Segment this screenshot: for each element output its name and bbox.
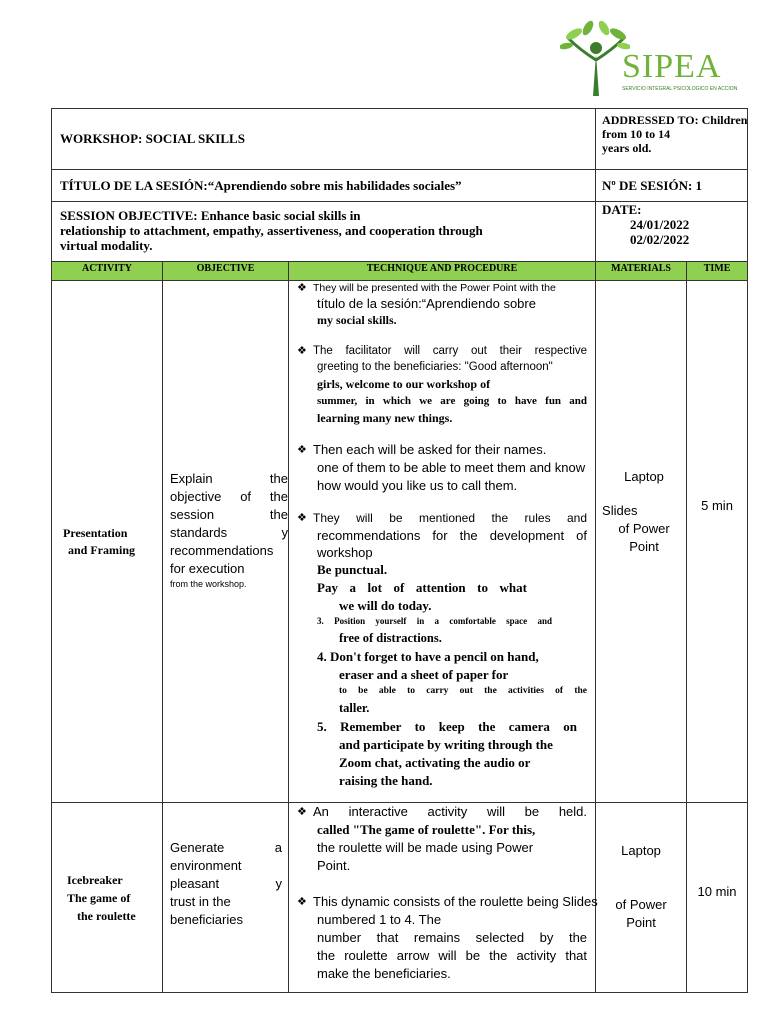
bullet-icon: ❖ — [297, 282, 307, 294]
objective-line: trust in the — [170, 893, 231, 909]
activity-name: Presentation — [63, 525, 128, 540]
material-item: of Power — [615, 896, 667, 912]
column-header-row — [52, 262, 748, 281]
technique-text: how would you like us to call them. — [317, 478, 518, 493]
addressed-to: ADDRESSED TO: Children — [602, 113, 748, 127]
rule-item: we will do today. — [339, 598, 432, 613]
technique-text: one of them to be able to meet them and know — [317, 460, 586, 475]
table-row — [52, 803, 748, 993]
technique-item — [293, 441, 587, 459]
bullet-icon: ❖ — [297, 806, 307, 818]
technique-text: the roulette arrow will be the activity that — [317, 948, 588, 963]
session-objective-2: relationship to attachment, empathy, assertiveness, and cooperation through — [60, 223, 483, 238]
date-label: DATE: — [602, 202, 642, 217]
material-item: of Power — [618, 520, 670, 536]
table-row — [52, 281, 748, 803]
rule-item: free of distractions. — [339, 631, 442, 645]
rule-item: 3. Position yourself in a comfortable space and — [317, 616, 552, 626]
technique-text: An interactive activity will be held. — [313, 804, 588, 819]
rule-item: eraser and a sheet of paper for — [339, 667, 509, 682]
addressed-to-age-2: years old. — [602, 141, 652, 155]
workshop-title: WORKSHOP: SOCIAL SKILLS — [60, 131, 245, 146]
bullet-icon: ❖ — [297, 512, 307, 524]
technique-text: greeting to the beneficiaries: "Good afternoon" — [317, 361, 553, 373]
activity-name-3: the roulette — [77, 908, 136, 923]
technique-text: They will be presented with the Power Point with the — [313, 282, 556, 294]
date-1: 24/01/2022 — [630, 217, 690, 232]
logo-name: SIPEA — [622, 48, 722, 85]
rule-item: to be able to carry out the activities of the — [339, 686, 588, 696]
objective-line: beneficiaries — [170, 911, 243, 927]
objective-line: standards y — [170, 524, 288, 540]
technique-text: summer, in which we are going to have fun and — [317, 395, 588, 407]
technique-text: Point. — [317, 858, 351, 873]
time-value: 10 min — [697, 884, 737, 899]
rule-item: raising the hand. — [339, 773, 433, 788]
col-technique: TECHNIQUE AND PROCEDURE — [289, 262, 596, 281]
bullet-icon: ❖ — [297, 896, 307, 908]
session-title: TÍTULO DE LA SESIÓN:“Aprendiendo sobre mis habilidades sociales” — [60, 177, 462, 193]
col-time: TIME — [687, 262, 748, 281]
activity-name-2: and Framing — [68, 542, 136, 557]
objective-line: Explain the — [170, 470, 288, 486]
technique-item — [293, 281, 587, 295]
technique-text: recommendations for the development of — [317, 528, 588, 543]
col-objective: OBJECTIVE — [163, 262, 289, 281]
col-materials: MATERIALS — [596, 262, 687, 281]
objective-line: Generate a — [170, 839, 282, 855]
rule-item: Be punctual. — [317, 562, 388, 577]
technique-text: girls, welcome to our workshop of — [317, 377, 491, 391]
header-row-title — [52, 170, 748, 202]
technique-text: numbered 1 to 4. The — [317, 912, 442, 927]
date-2: 02/02/2022 — [630, 232, 690, 247]
technique-text: the roulette will be made using Power — [317, 840, 534, 855]
time-value: 5 min — [701, 497, 733, 513]
material-item: Point — [626, 914, 656, 930]
technique-item — [293, 893, 598, 911]
session-number: Nº DE SESIÓN: 1 — [602, 177, 703, 193]
technique-text: my social skills. — [317, 313, 397, 327]
technique-text: called "The game of roulette". For this, — [317, 822, 536, 837]
rule-item: 5. Remember to keep the camera on — [317, 719, 577, 734]
technique-text: number that remains selected by the — [317, 930, 588, 945]
technique-text: learning many new things. — [317, 411, 453, 425]
technique-text: make the beneficiaries. — [317, 966, 451, 981]
header-row-workshop — [52, 109, 748, 170]
objective-note: from the workshop. — [170, 578, 247, 589]
material-item: Slides — [602, 502, 638, 518]
rule-item: Pay a lot of attention to what — [317, 580, 527, 595]
rule-item: 4. Don't forget to have a pencil on hand, — [317, 649, 539, 664]
objective-line: for execution — [170, 560, 245, 576]
technique-text: workshop — [317, 545, 373, 560]
rule-item: Zoom chat, activating the audio or — [339, 755, 531, 770]
technique-item — [293, 343, 587, 359]
session-plan-table — [51, 108, 748, 993]
material-item: Laptop — [624, 468, 664, 484]
objective-line: recommendations — [170, 542, 274, 558]
logo-subtitle: SERVICIO INTEGRAL PSICOLOGICO EN ACCION — [622, 86, 738, 92]
rule-item: taller. — [339, 701, 370, 715]
technique-text: título de la sesión:“Aprendiendo sobre — [317, 296, 536, 311]
bullet-icon: ❖ — [297, 444, 307, 456]
technique-item — [293, 509, 587, 527]
objective-line: session the — [170, 506, 288, 522]
objective-line: pleasant y — [170, 875, 282, 891]
technique-text: Then each will be asked for their names. — [313, 442, 547, 457]
tree-person-icon — [560, 20, 630, 100]
session-objective: SESSION OBJECTIVE: Enhance basic social skills in — [60, 208, 361, 223]
material-item: Laptop — [621, 842, 661, 858]
activity-name: Icebreaker — [67, 872, 123, 887]
technique-text: They will be mentioned the rules and — [313, 511, 588, 525]
technique-item — [293, 803, 587, 821]
header-row-objective — [52, 202, 748, 262]
technique-text: This dynamic consists of the roulette being Slides — [313, 894, 598, 909]
rule-item: and participate by writing through the — [339, 737, 553, 752]
material-item: Point — [629, 538, 659, 554]
col-activity: ACTIVITY — [52, 262, 163, 281]
objective-line: objective of the — [170, 488, 288, 504]
bullet-icon: ❖ — [297, 345, 307, 357]
objective-line: environment — [170, 857, 242, 873]
session-objective-3: virtual modality. — [60, 238, 153, 253]
technique-text: The facilitator will carry out their respective — [313, 345, 588, 357]
addressed-to-age: from 10 to 14 — [602, 127, 671, 141]
activity-name-2: The game of — [67, 890, 131, 905]
